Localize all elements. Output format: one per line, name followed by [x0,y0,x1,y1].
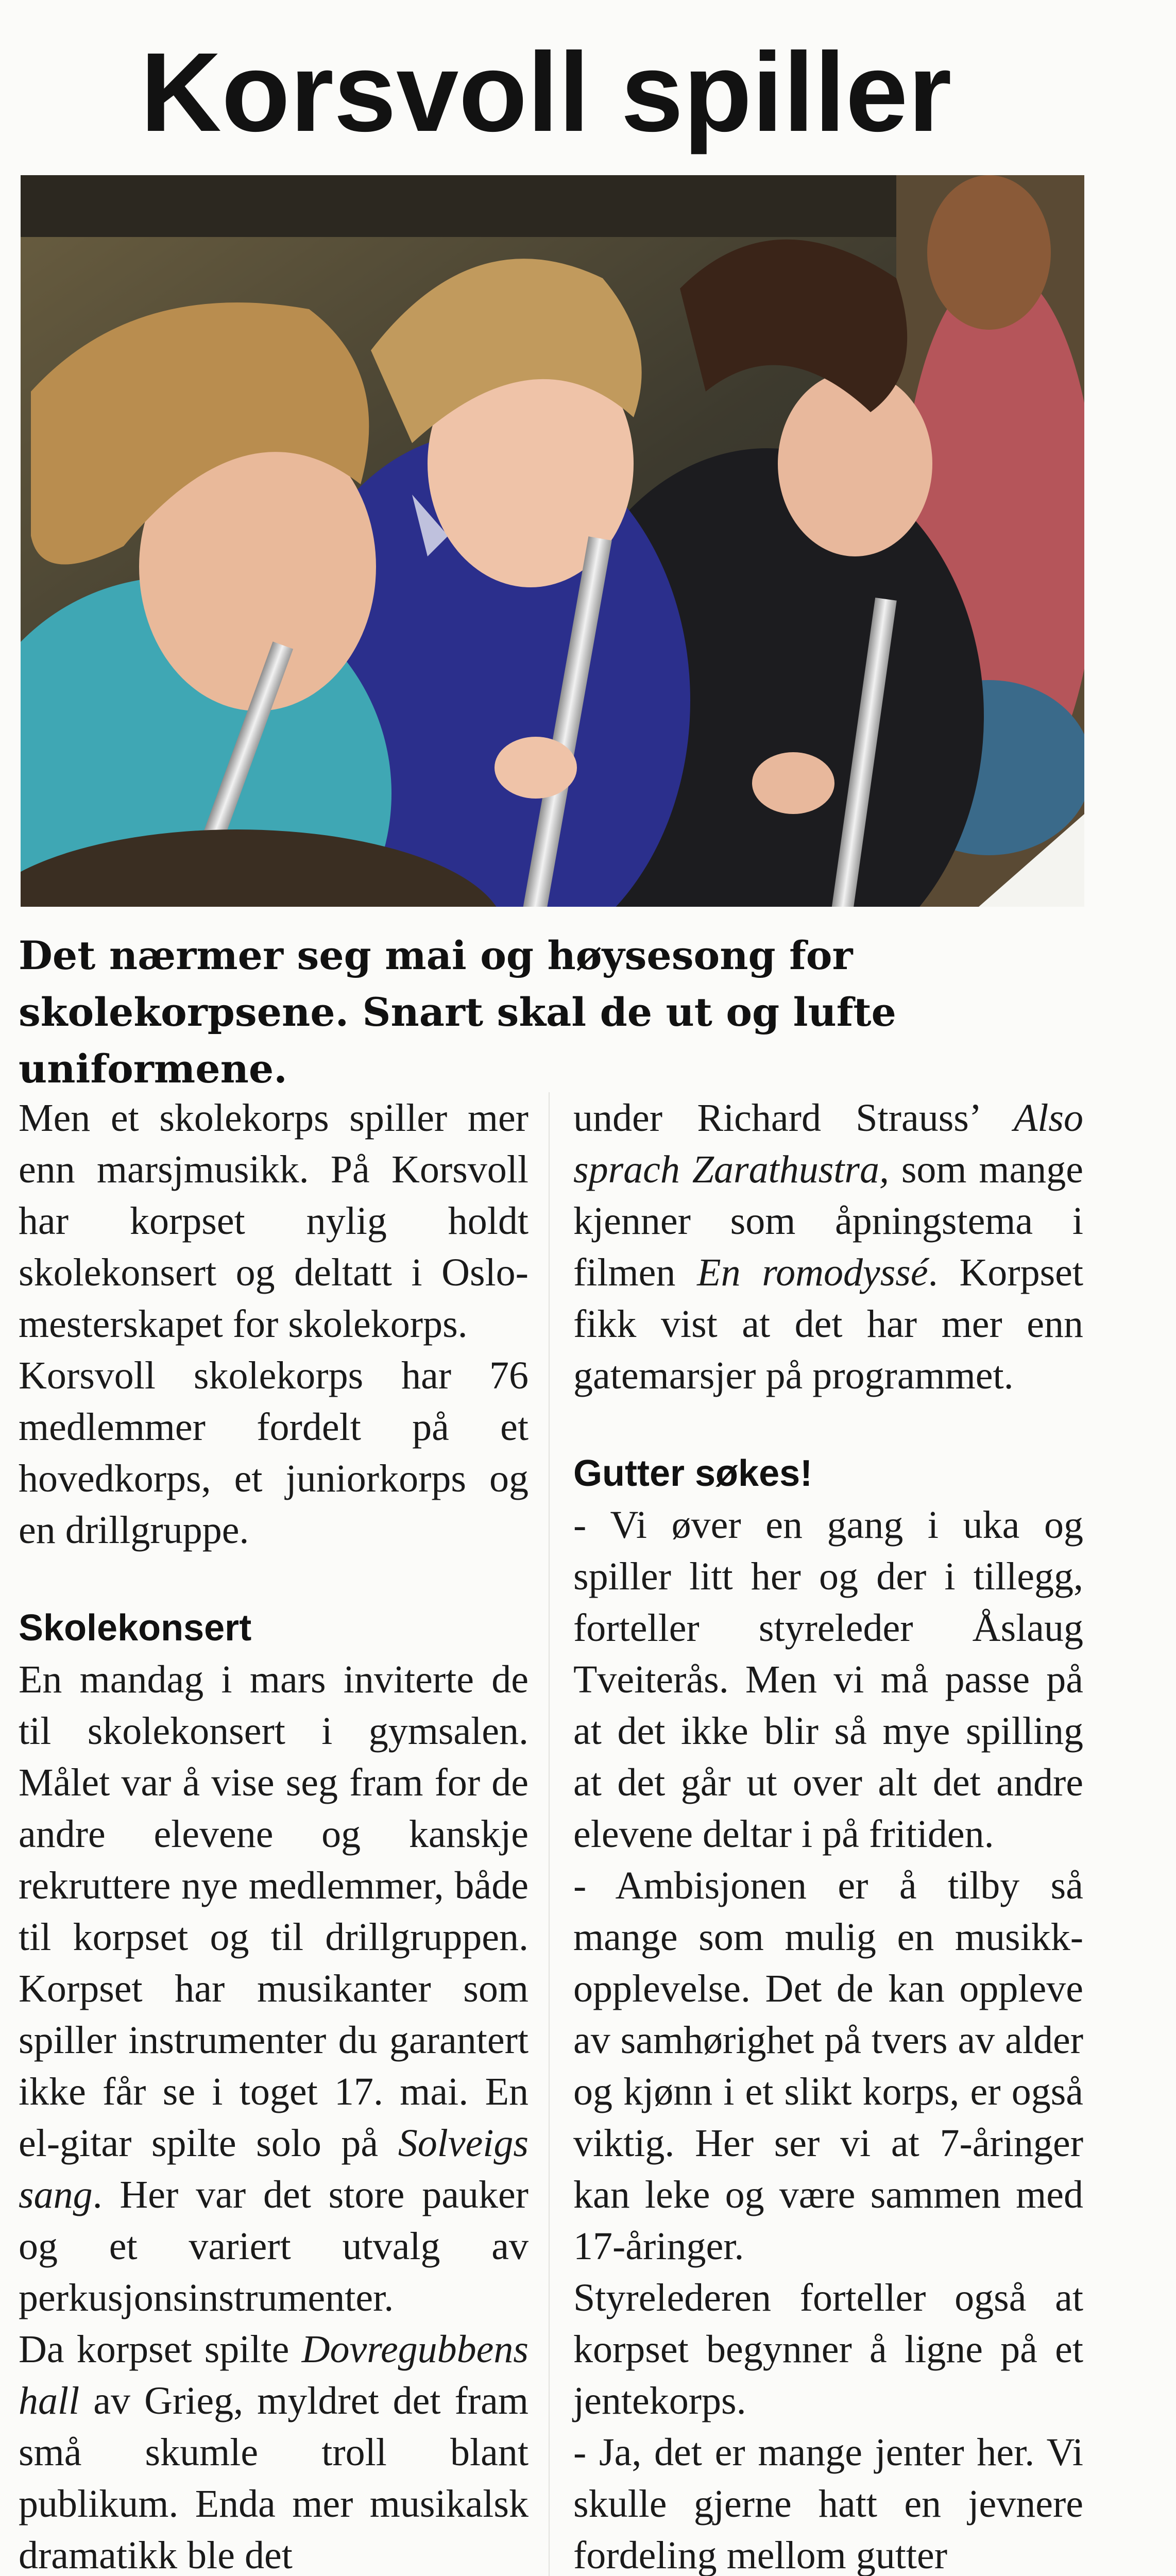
text-run: En mandag i mars inviterte de til skolekonsert i gymsalen. Målet var å vise seg fram for de andre elevene og kanskje rekruttere nye medlemmer, både til korpset og til drillgruppen. Korpset har musikanter som spiller instrumenter du garantert ikke får se i toget 17. mai. En el-gitar spilte solo på [19,1658,529,2165]
right-column [573,1092,1083,2576]
photo-of-flute-players-icon [21,175,1084,907]
left-paragraph-1: Men et skolekorps spiller mer enn marsjmusikk. På Korsvoll har korpset nylig holdt skolekonsert og deltatt i Oslo-mesterskapet for skolekorps. [19,1096,529,1346]
column-divider [549,1092,550,2576]
right-paragraph-4: Styrelederen forteller også at korpset begynner å ligne på et jentekorps. [573,2276,1083,2422]
right-paragraph-1 [573,1092,1083,1401]
left-column [19,1092,529,2576]
left-paragraph-4 [19,2324,529,2576]
left-paragraph-3 [19,1654,529,2324]
text-run: under Richard Strauss’ [573,1096,1014,1140]
text-run: Da korpset spilte [19,2328,302,2371]
left-paragraph-2: Korsvoll skolekorps har 76 medlemmer fordelt på et hovedkorps, et juniorkorps og en drillgruppe. [19,1354,529,1552]
article-lead: Det nærmer seg mai og høysesong for skolekorpsene. Snart skal de ut og lufte uniformene. [19,933,896,1092]
text-run: . Korpset fikk vist at det har mer enn gatemarsjer på programmet. [573,1251,1083,1397]
right-paragraph-5: - Ja, det er mange jenter her. Vi skulle gjerne hatt en jevnere fordeling mellom gutter [573,2431,1083,2576]
subhead-gutter-sokes: Gutter søkes! [573,1453,813,1494]
subhead-skolekonsert: Skolekonsert [19,1607,252,1649]
text-run: som mange kjenner som åpningstema i filmen [573,1148,1083,1294]
italic-title: Dovregubbens hall [19,2328,529,2422]
article-title: Korsvoll spiller [140,30,952,155]
italic-title: Also sprach Zarathustra, [573,1096,1083,1191]
right-paragraph-2: - Vi øver en gang i uka og spiller litt her og der i tillegg, forteller styreleder Åslaug Tveiterås. Men vi må passe på at det ikke blir så mye spilling at det går ut over alt det andre elevene deltar i på fritiden. [573,1503,1083,1856]
right-paragraph-3: - Ambisjonen er å tilby så mange som mulig en musikkopplevelse. Det de kan oppleve av samhørighet på tvers av alder og kjønn i et slikt korps, er også viktig. Her ser vi at 7-åringer kan leke og være sammen med 17-åringer. [573,1864,1083,2268]
italic-title: Solveigs sang [19,2122,529,2216]
text-run: av Grieg, myldret det fram små skumle troll blant publikum. Enda mer musikalsk dramatikk ble det [19,2379,529,2576]
italic-title: En romodyssé [697,1251,928,1294]
text-run: . Her var det store pauker og et variert utvalg av perkusjonsinstrumenter. [19,2173,529,2319]
article-photo [21,175,1084,907]
